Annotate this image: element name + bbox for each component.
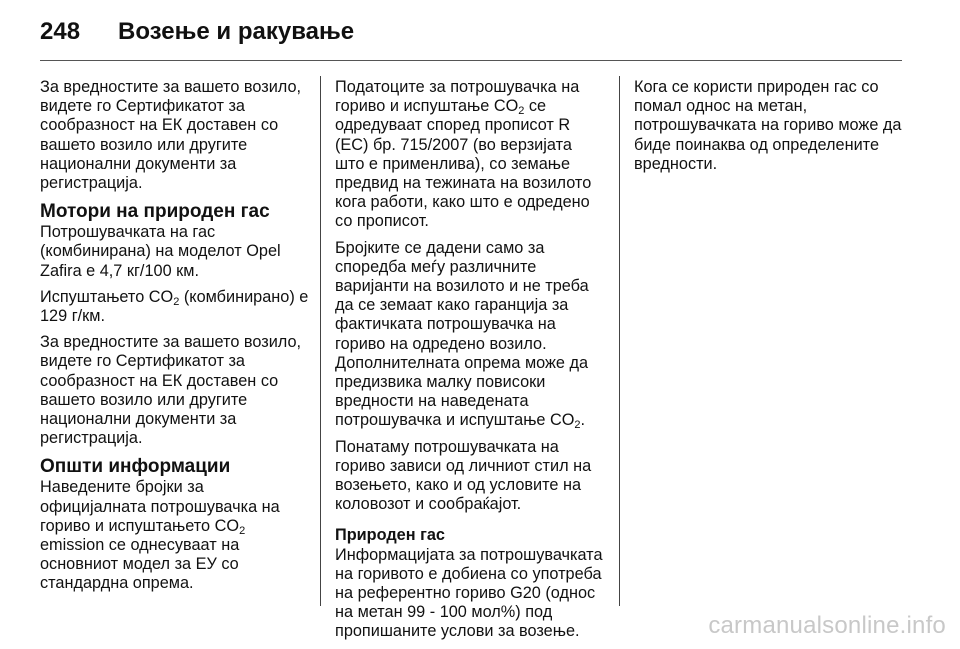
watermark: carmanualsonline.info <box>708 612 946 639</box>
paragraph: Податоците за потрошувачка на гориво и испуштање $CO_2$ се одредуваат според прописот R (EC) бр. 715/2007 (во верзијата што е применлива), со земање предвид на тежината на возилото кога работи, како што е одредено со прописот. <box>335 78 592 231</box>
section-heading-general-information: Општи информации <box>40 456 231 478</box>
header-rule <box>40 60 902 61</box>
section-heading-natural-gas-engines: Мотори на природен гас <box>40 201 270 223</box>
paragraph: За вредностите за вашето возило, видете го Сертификатот за сообразност на ЕК доставен со вашето возило или другите национални документи за регистрација. <box>40 78 302 193</box>
column-divider <box>320 76 321 606</box>
page-title: Возење и ракување <box>118 18 355 45</box>
paragraph: За вредностите за вашето возило, видете го Сертификатот за сообразност на ЕК доставен со вашето возило или другите национални документи за регистрација. <box>40 333 302 448</box>
paragraph: Кога се користи природен гас со помал однос на метан, потрошувачката на гориво може да биде поинаква од определените вредности. <box>634 78 902 173</box>
subheading-natural-gas: Природен гас <box>335 526 445 545</box>
column-divider <box>619 76 620 606</box>
column-2 <box>335 78 605 649</box>
paragraph: Бројките се дадени само за споредба меѓу различните варијанти на возилото и не треба да се земаат како гаранција за фактичката потрошувачка на гориво на одредено возило. Дополнителната опрема може да предизвика малку повисоки вредности на наведената потрошувачка и испуштање $CO_2$. <box>335 238 589 432</box>
page-header <box>40 12 902 52</box>
column-1 <box>40 78 310 601</box>
column-3 <box>634 78 906 181</box>
paragraph: Информацијата за потрошувачката на горивото е добиена со употреба на референтно гориво G20 (однос на метан 99 - 100 мол%) под пропишаните услови за возење. <box>335 545 603 641</box>
paragraph: Потрошувачката на гас (комбинирана) на моделот Opel Zafira е 4,7 кг/100 км. <box>40 223 281 280</box>
paragraph: Понатаму потрошувачката на гориво зависи од личниот стил на возењето, како и од условите на коловозот и сообраќајот. <box>335 437 592 514</box>
paragraph-co2-emission: Испуштањето $CO_2$ (комбинирано) е 129 г/км. <box>40 287 309 326</box>
page-number: 248 <box>40 18 81 45</box>
paragraph: Наведените бројки за официјалната потрошувачка на гориво и испуштањето $CO_2$ emission се однесуваат на основниот модел за ЕУ со стандардна опрема. <box>40 478 280 593</box>
